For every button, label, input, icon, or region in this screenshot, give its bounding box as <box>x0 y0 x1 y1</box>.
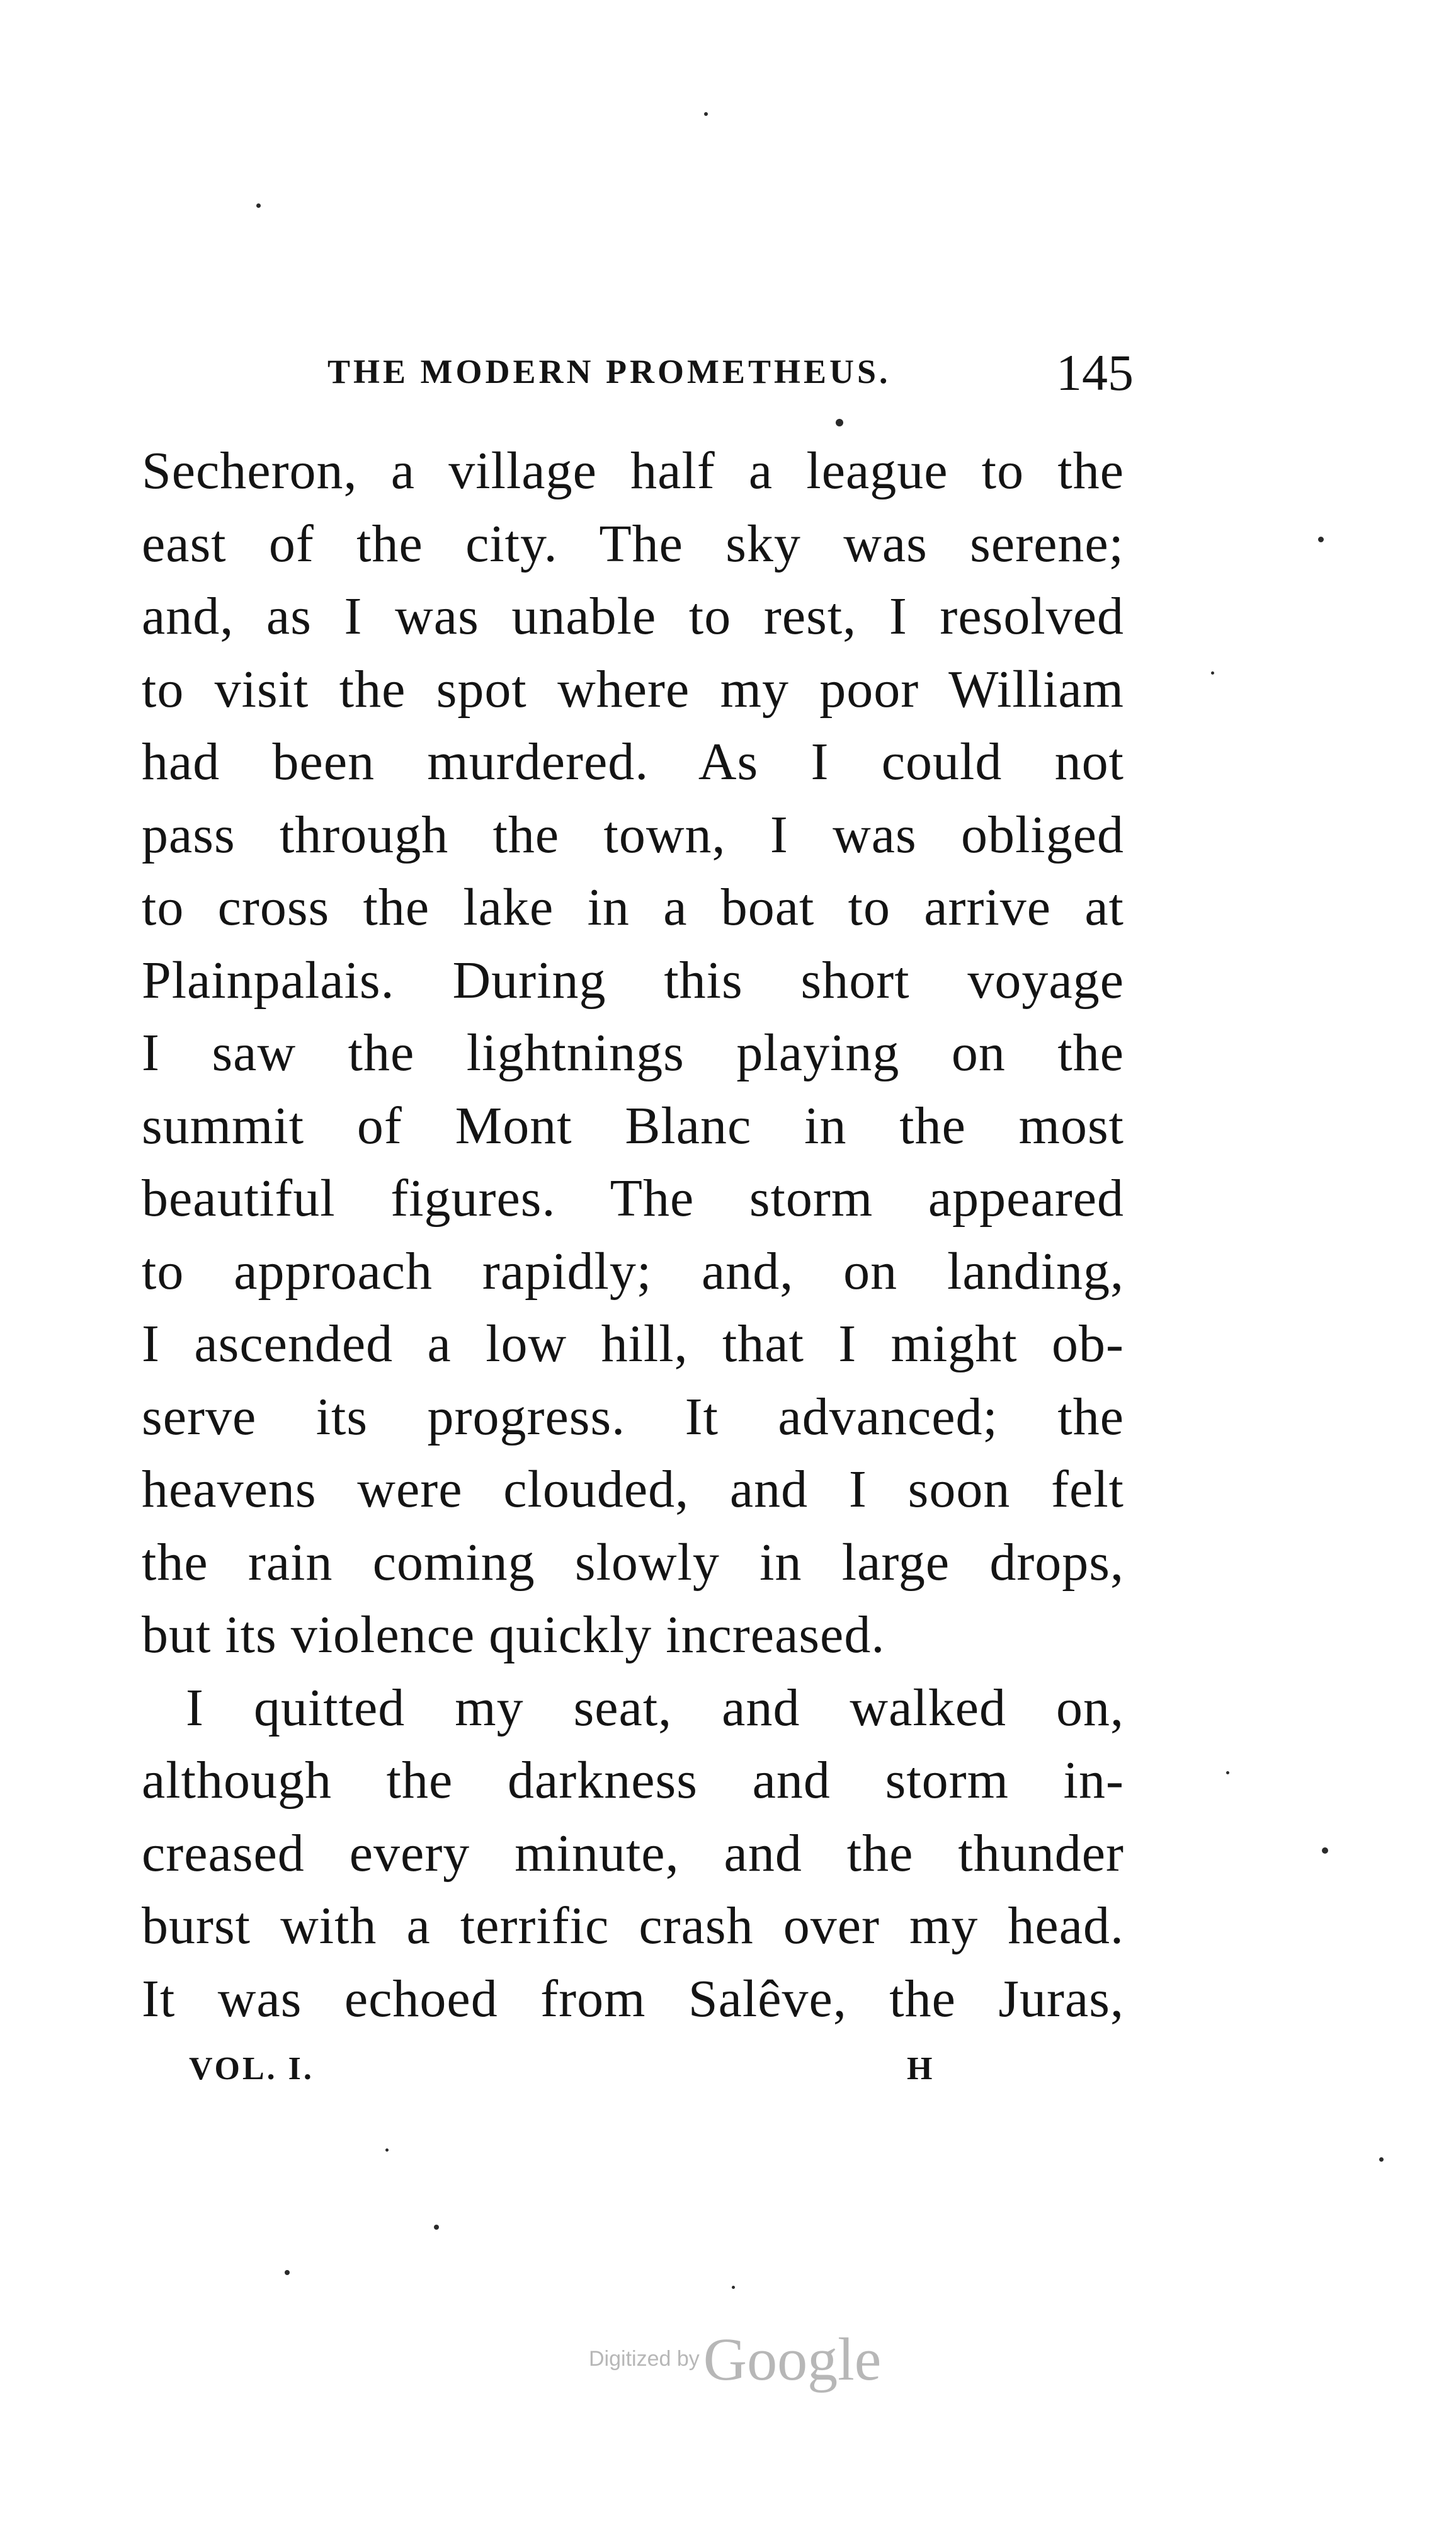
scan-speck <box>1226 1771 1229 1774</box>
body-text <box>142 435 1124 2035</box>
text-line: and, as I was unable to rest, I resolved <box>142 587 1124 646</box>
scan-speck <box>256 203 261 208</box>
text-line: I ascended a low hill, that I might ob- <box>142 1315 1124 1373</box>
scan-speck <box>1211 671 1214 675</box>
text-line: Plainpalais. During this short voyage <box>142 950 1124 1010</box>
running-title: THE MODERN PROMETHEUS. <box>327 353 891 391</box>
paragraph-start-line: I quitted my seat, and walked on, <box>186 1678 1124 1737</box>
scan-speck <box>1322 1847 1328 1854</box>
text-line: creased every minute, and the thunder <box>142 1823 1124 1883</box>
digitization-watermark <box>589 2324 881 2393</box>
text-line: to visit the spot where my poor William <box>142 659 1124 719</box>
paragraph-end-line: but its violence quickly increased. <box>142 1606 885 1664</box>
text-line: serve its progress. It advanced; the <box>142 1387 1124 1446</box>
scan-speck <box>434 2225 439 2230</box>
scan-speck <box>285 2270 290 2275</box>
scan-speck <box>385 2148 389 2152</box>
text-line: to cross the lake in a boat to arrive at <box>142 878 1124 937</box>
scan-speck <box>732 2286 735 2289</box>
text-line: It was echoed from Salêve, the Juras, <box>142 1969 1124 2028</box>
scan-speck <box>836 419 843 426</box>
text-line: had been murdered. As I could not <box>142 733 1124 791</box>
watermark-logo: Google <box>703 2325 882 2393</box>
text-line: I saw the lightnings playing on the <box>142 1024 1124 1082</box>
text-line: beautiful figures. The storm appeared <box>142 1169 1124 1228</box>
watermark-prefix: Digitized by <box>589 2347 700 2371</box>
page-footer <box>189 2050 945 2101</box>
text-line: pass through the town, I was obliged <box>142 805 1124 864</box>
text-line: summit of Mont Blanc in the most <box>142 1096 1124 1155</box>
page-number: 145 <box>1056 344 1134 401</box>
scan-speck <box>1379 2157 1384 2162</box>
signature-mark: H <box>907 2051 935 2087</box>
scan-speck <box>1318 537 1324 542</box>
text-line: Secheron, a village half a league to the <box>142 442 1124 500</box>
text-line: the rain coming slowly in large drops, <box>142 1532 1124 1592</box>
text-line: to approach rapidly; and, on landing, <box>142 1241 1124 1301</box>
text-line: east of the city. The sky was serene; <box>142 514 1124 573</box>
text-line: burst with a terrific crash over my head. <box>142 1897 1124 1955</box>
volume-label: VOL. I. <box>189 2051 314 2087</box>
text-line: although the darkness and storm in- <box>142 1751 1124 1810</box>
text-line: heavens were clouded, and I soon felt <box>142 1460 1124 1519</box>
running-head <box>327 343 1134 400</box>
scan-speck <box>704 112 708 116</box>
